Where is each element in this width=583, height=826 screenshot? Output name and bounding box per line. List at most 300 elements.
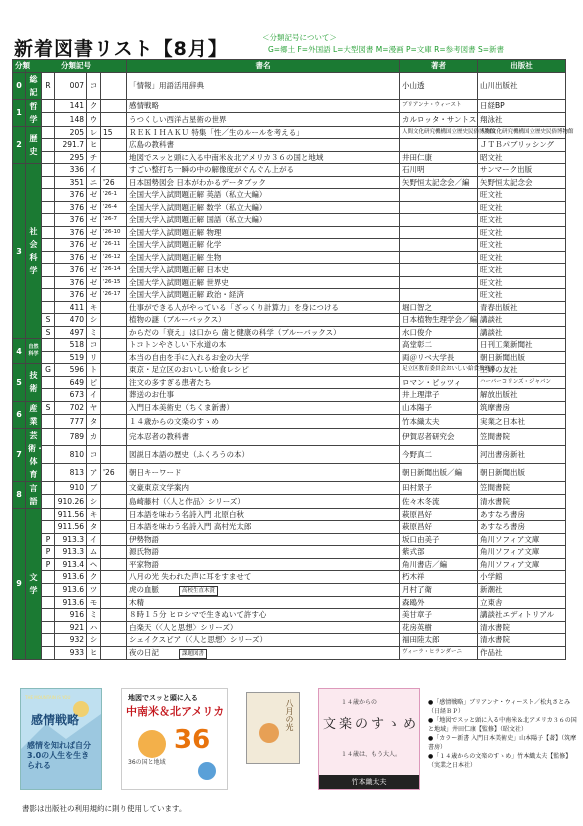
group-id: 1 [13,99,26,126]
cell-number: 518 [55,339,87,352]
cell-extra [101,609,127,622]
cell-mark [42,481,55,495]
cell-title: 完本忍者の教科書 [127,428,400,446]
cell-author: 今野真二 [400,446,478,464]
table-row [13,533,566,546]
cell-number: 376 [55,239,87,252]
cell-author: 水口俊介 [400,326,478,339]
cell-kana: ヒ [87,139,101,152]
note-item: ●「感情戦略」ブリアンナ・ウィースト／松丸さとみ（日経ＢＰ） [428,699,571,715]
cell-author: 萩原昌好 [400,521,478,534]
cell-kana: ア [87,463,101,481]
table-header-row [13,60,566,73]
table-row [13,609,566,622]
cell-number: 913.3 [55,546,87,559]
cell-extra [101,533,127,546]
cell-author [400,289,478,302]
cell-number: 351 [55,176,87,189]
cell-title: 植物の謎（ブルーバックス） [127,314,400,327]
cell-kana: ゼ [87,214,101,227]
cell-mark [42,251,55,264]
cell-extra: '26-1 [101,189,127,202]
cell-title: 平家物語 [127,558,400,571]
cell-number: 497 [55,326,87,339]
cover-notes [428,698,578,770]
cell-mark [42,289,55,302]
cell-kana: イ [87,533,101,546]
cell-extra: '26-4 [101,201,127,214]
cell-number: 813 [55,463,87,481]
cell-title: 本当の自由を手に入れるお金の大学 [127,351,400,364]
cell-extra [101,339,127,352]
page-title: 新着図書リスト【8月】 [14,38,228,60]
cell-extra: 15 [101,126,127,139]
cell-publisher: 日経BP [478,99,566,113]
cell-number: 911.56 [55,508,87,521]
cell-mark [42,508,55,521]
cell-kana: ム [87,546,101,559]
cover-chizu-chunanbei [121,688,228,790]
cell-author: 朽木祥 [400,571,478,584]
note-item: ●「地図でスッと頭に入る中南米＆北アメリカ３６の国と地域」井田仁康【監修】（昭文社） [428,717,577,733]
cell-author: 朝日新聞出版／編 [400,463,478,481]
cell-author: 萩原昌好 [400,508,478,521]
cell-mark [42,389,55,402]
cover2-sub: 36の国と地域 [128,759,166,766]
table-body [13,72,574,659]
table-row [13,481,566,495]
cell-extra [101,583,127,596]
cell-mark [42,226,55,239]
group-id: 8 [13,481,26,508]
cell-number: 295 [55,151,87,164]
cell-number: 916 [55,609,87,622]
cell-publisher: 朝日新聞出版 [478,463,566,481]
cell-mark [42,521,55,534]
table-row [13,139,566,152]
cell-mark: P [42,558,55,571]
group-name: 産業 [26,401,42,428]
cell-mark [42,113,55,127]
cover4-author: 竹本織太夫 [319,775,419,789]
table-row [13,521,566,534]
cell-kana: シ [87,314,101,327]
cell-publisher: 角川ソフィア文庫 [478,546,566,559]
cell-number: 376 [55,289,87,302]
cell-kana: シ [87,495,101,509]
cell-publisher: 角川ソフィア文庫 [478,533,566,546]
cell-author [400,214,478,227]
cover1-top: THE MOUNTAIN IS YOU [25,695,71,700]
cell-mark [42,351,55,364]
cell-title [127,646,400,659]
table-row [13,571,566,584]
cell-kana: ニ [87,176,101,189]
table-row [13,226,566,239]
cover4-title: 文楽のすゝめ [323,717,420,732]
cell-number: 596 [55,364,87,377]
cell-publisher: 旺文社 [478,214,566,227]
cell-extra: '26-15 [101,276,127,289]
cell-extra [101,428,127,446]
cell-extra: '26-7 [101,214,127,227]
cell-title: からだの「衰え」は口から 歯と健康の科学（ブルーバックス） [127,326,400,339]
cover2-title: 中南米＆北アメリカ [126,705,225,718]
table-row [13,99,566,113]
cell-kana: ゼ [87,239,101,252]
cell-mark [42,176,55,189]
cell-mark [42,214,55,227]
cell-publisher: 旺文社 [478,226,566,239]
cell-author [400,239,478,252]
group-id: 0 [13,72,26,99]
cell-mark: R [42,72,55,99]
cell-kana: イ [87,164,101,177]
cell-extra [101,621,127,634]
cell-kana: ヘ [87,558,101,571]
cover1-sub: 感情を知れば自分3.0の人生を生きられる [27,741,91,770]
footer-note: 書影は出版社の利用規約に則り使用しています。 [22,804,187,813]
cell-author: 小山透 [400,72,478,99]
group-name: 文学 [26,508,42,659]
cell-publisher: 講談社エディトリアル [478,609,566,622]
cell-kana: カ [87,428,101,446]
classification-legend [262,32,580,56]
cell-number: 148 [55,113,87,127]
cell-extra [101,546,127,559]
group-name: 哲学 [26,99,42,126]
group-id: 5 [13,364,26,402]
table-row [13,214,566,227]
table-row [13,646,566,659]
cell-mark [42,646,55,659]
cell-extra: '26 [101,176,127,189]
group-id: 9 [13,508,26,659]
cell-title: うつくしい西洋占星術の世界 [127,113,400,127]
cell-extra [101,364,127,377]
cell-extra [101,151,127,164]
cell-author: 高堂彰二 [400,339,478,352]
table-row [13,113,566,127]
cell-kana: ゼ [87,226,101,239]
cell-publisher: 青春出版社 [478,301,566,314]
cell-mark: P [42,533,55,546]
table-row [13,264,566,277]
award-badge: 課題図書 [179,649,207,659]
cell-kana: ツ [87,583,101,596]
cell-title: 全国大学入試問題正解 化学 [127,239,400,252]
cell-title: 八月の光 失われた声に耳をすませて [127,571,400,584]
cell-mark [42,139,55,152]
cell-publisher: 旺文社 [478,201,566,214]
cell-kana: ゼ [87,201,101,214]
cell-number: 291.7 [55,139,87,152]
cell-title: 伊勢物語 [127,533,400,546]
cell-kana: シ [87,634,101,647]
cell-extra [101,508,127,521]
cell-mark [42,415,55,429]
title-text: 夜の日記 [129,647,159,657]
group-name: 芸術・体育 [26,428,42,481]
group-name: 総記 [26,72,42,99]
cell-number: 649 [55,376,87,389]
table-row [13,596,566,609]
cell-kana: キ [87,508,101,521]
cell-kana: ヒ [87,646,101,659]
cell-publisher: 河出書房新社 [478,446,566,464]
cell-extra [101,495,127,509]
cell-title: トコトンやさしい下水道の本 [127,339,400,352]
cell-number: 913.3 [55,533,87,546]
cell-author [400,251,478,264]
cell-extra [101,646,127,659]
group-id: 6 [13,401,26,428]
cell-publisher: 笠間書院 [478,428,566,446]
cell-number: 376 [55,214,87,227]
cell-kana: ク [87,99,101,113]
cell-kana: レ [87,126,101,139]
header-bunrui: 分類 [13,60,26,73]
table-row [13,389,566,402]
cell-author [400,139,478,152]
table-row [13,376,566,389]
cell-author: 堀口智之 [400,301,478,314]
cell-mark [42,99,55,113]
group-name: 社会科学 [26,164,42,339]
cell-number: 789 [55,428,87,446]
cell-publisher: 筑摩書房 [478,401,566,415]
cell-mark: P [42,546,55,559]
cell-mark [42,164,55,177]
cell-extra: '26-10 [101,226,127,239]
note-item: ●「カラー新書 入門日本美術史」山本陽子【著】（筑摩書房） [428,735,577,751]
cell-number: 205 [55,126,87,139]
cell-extra [101,481,127,495]
table-row [13,314,566,327]
cell-mark [42,583,55,596]
header-publisher: 出版社 [478,60,566,73]
group-name: 自然科学 [26,339,42,364]
cell-author: 石川明 [400,164,478,177]
cell-mark [42,596,55,609]
header-bunrui-kigou: 分類記号 [26,60,127,73]
cell-extra [101,558,127,571]
cell-number: 519 [55,351,87,364]
cell-author: 人間文化研究機構国立歴史民俗博物館 [400,126,478,139]
cell-author: 井田仁康 [400,151,478,164]
table-row [13,583,566,596]
cell-author: 福田陸太郎 [400,634,478,647]
cover1-title: 感情戦略 [31,713,80,727]
cell-publisher: 清水書院 [478,495,566,509]
table-row [13,72,566,99]
table-row [13,558,566,571]
cell-publisher: 旺文社 [478,264,566,277]
cell-extra [101,139,127,152]
cell-mark [42,189,55,202]
table-row [13,428,566,446]
cell-kana: ヤ [87,401,101,415]
cell-title: 注文の多すぎる患者たち [127,376,400,389]
table-row [13,339,566,352]
cell-number: 376 [55,226,87,239]
cell-title: 木精 [127,596,400,609]
cell-author: 田村景子 [400,481,478,495]
cell-kana: ト [87,364,101,377]
cell-author: 美甘章子 [400,609,478,622]
cell-author: 佐々木冬流 [400,495,478,509]
cell-extra [101,571,127,584]
cell-kana: モ [87,596,101,609]
table-row [13,189,566,202]
cell-mark [42,276,55,289]
cell-mark [42,621,55,634]
cell-title: 全国大学入試問題正解 英語（私立大編） [127,189,400,202]
cell-title: 全国大学入試問題正解 数学（私立大編） [127,201,400,214]
cell-kana: コ [87,446,101,464]
cell-publisher: 新潮社 [478,583,566,596]
cell-author [400,189,478,202]
table-row [13,546,566,559]
legend-heading: ＜分類記号について＞ [262,33,337,42]
cell-title: 東京・足立区のおいしい給食レシピ [127,364,400,377]
table-row [13,239,566,252]
cell-title: 図説日本語の歴史（ふくろうの本） [127,446,400,464]
cell-number: 777 [55,415,87,429]
cell-kana: キ [87,301,101,314]
cell-author: 足立区教育委員会おいしい給食推進室 [400,364,478,377]
cell-mark [42,634,55,647]
cell-kana: タ [87,521,101,534]
table-row [13,151,566,164]
cell-extra [101,401,127,415]
group-name: 言語 [26,481,42,508]
header-title: 書名 [127,60,400,73]
table-row [13,634,566,647]
cell-mark [42,571,55,584]
cell-author [400,264,478,277]
cell-number: 911.56 [55,521,87,534]
cell-extra [101,326,127,339]
cell-kana: ミ [87,326,101,339]
cell-number: 913.4 [55,558,87,571]
cell-title: すごい整打ち一瞬の中の解像度がぐんぐん上がる [127,164,400,177]
cell-publisher: サンマーク出版 [478,164,566,177]
cell-author: 角川書店／編 [400,558,478,571]
cell-mark [42,463,55,481]
cell-extra [101,164,127,177]
cell-mark [42,339,55,352]
cell-publisher: ハーパーコリンズ・ジャパン [478,376,566,389]
cell-number: 376 [55,189,87,202]
cell-author: ヴィーラ・ヒランダーニ [400,646,478,659]
cell-number: 932 [55,634,87,647]
cell-author: カルロッタ・サントス [400,113,478,127]
cell-title: 日本語を味わう名詩入門 高村光太郎 [127,521,400,534]
cell-publisher: 昭文社 [478,151,566,164]
cell-title: 源氏物語 [127,546,400,559]
cell-extra [101,521,127,534]
table-row [13,621,566,634]
cell-extra: '26-17 [101,289,127,302]
cell-kana: ゼ [87,264,101,277]
cell-author: 月村了衛 [400,583,478,596]
cell-title: 朝日キーワード [127,463,400,481]
note-item: ●「１４歳からの文楽のすゝめ」竹本織太夫【監修】（実業之日本社） [428,753,572,769]
cell-extra [101,446,127,464]
group-name: 歴史 [26,126,42,164]
cell-extra [101,634,127,647]
cell-title: 入門日本美術史（ちくま新書） [127,401,400,415]
cell-kana: ミ [87,609,101,622]
cover2-num: 36 [174,725,211,755]
cell-number: 910.26 [55,495,87,509]
cell-number: 376 [55,264,87,277]
cell-title: ＲＥＫＩＨＡＫＵ 特集「性／生のルールを考える」 [127,126,400,139]
table-row [13,301,566,314]
table-row [13,126,566,139]
cell-publisher: 旺文社 [478,189,566,202]
cell-publisher: 旺文社 [478,289,566,302]
cell-publisher: 旺文社 [478,276,566,289]
cell-publisher: 主婦の友社 [478,364,566,377]
group-id: 4 [13,339,26,364]
table-row [13,415,566,429]
cell-mark: S [42,314,55,327]
cell-publisher: 清水書院 [478,634,566,647]
cell-kana: リ [87,351,101,364]
cell-title: 葬送のお仕事 [127,389,400,402]
cell-author: 両＠リベ大学長 [400,351,478,364]
cell-extra [101,376,127,389]
cell-author [400,201,478,214]
cell-publisher: 清水書院 [478,621,566,634]
cell-mark: S [42,326,55,339]
cell-author: 日本植物生理学会／編 [400,314,478,327]
cell-kana: ゼ [87,276,101,289]
cell-mark [42,609,55,622]
cell-kana: ゼ [87,189,101,202]
cell-number: 933 [55,646,87,659]
cell-publisher: 作品社 [478,646,566,659]
cell-title: ８時１５分 ヒロシマで生きぬいて許す心 [127,609,400,622]
cell-extra [101,596,127,609]
group-id: 7 [13,428,26,481]
cell-number: 336 [55,164,87,177]
cell-mark: G [42,364,55,377]
cell-extra [101,99,127,113]
cell-number: 921 [55,621,87,634]
cell-title: 全国大学入試問題正解 政治・経済 [127,289,400,302]
cell-extra [101,113,127,127]
award-badge: 高校生直木賞 [179,586,218,596]
table-row [13,289,566,302]
cell-kana: イ [87,389,101,402]
cell-title: 広島の教科書 [127,139,400,152]
cover4-sub: １４歳は、もう大人。 [341,751,402,758]
cell-number: 376 [55,276,87,289]
cell-number: 411 [55,301,87,314]
cell-kana: ク [87,571,101,584]
cell-mark [42,301,55,314]
cell-extra [101,389,127,402]
table-row [13,508,566,521]
group-id: 2 [13,126,26,164]
cell-author [400,276,478,289]
cover-kanjo-senryaku [20,688,102,790]
table-row [13,201,566,214]
group-id: 3 [13,164,26,339]
